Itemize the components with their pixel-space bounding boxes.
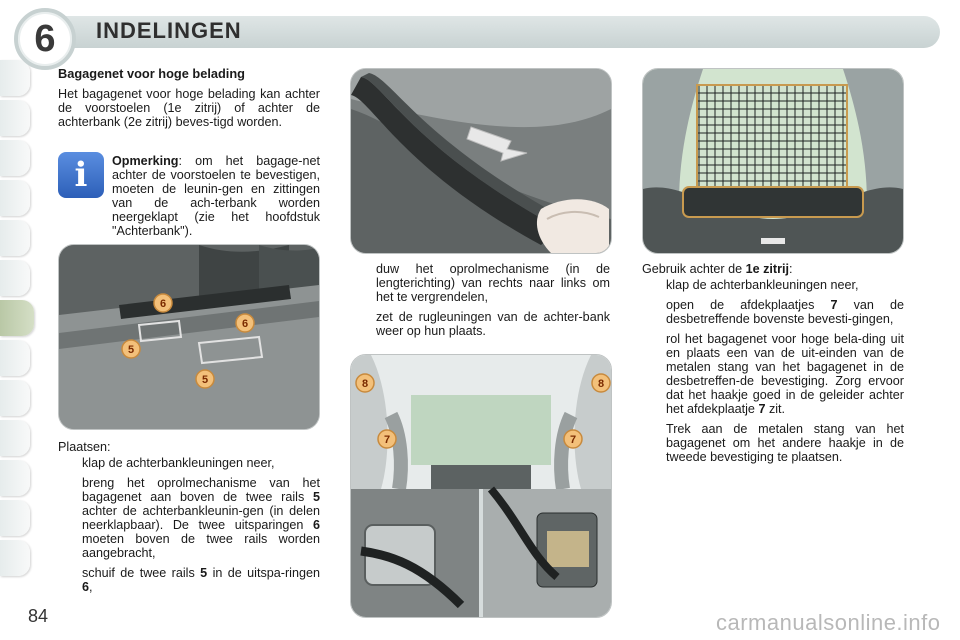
rails-photo: [58, 244, 320, 430]
chapter-tab[interactable]: [0, 260, 30, 296]
attachment-illustration: [351, 355, 611, 617]
callout-7a: 7: [383, 434, 391, 446]
list-item: rol het bagagenet voor hoge bela-ding uit en plaats een van de uit-einden van de metalen stang van het bagagenet in de desbetreffen-de bevestiging. Zorg ervoor dat het haakje goed in de geleider achter het afdekplaatje 7 zit.: [666, 332, 904, 416]
rear-instructions: [642, 262, 904, 470]
chapter-tab-active[interactable]: [0, 300, 34, 336]
callout-8b: 8: [597, 378, 605, 390]
chapter-tab[interactable]: [0, 340, 30, 376]
list-item: duw het oprolmechanisme (in de lengterichting) van rechts naar links om het te vergrendelen,: [376, 262, 610, 304]
chapter-tab[interactable]: [0, 140, 30, 176]
lock-list: [352, 262, 610, 344]
rear-lead: Gebruik achter de 1e zitrij:: [642, 262, 793, 276]
callout-5b: 5: [201, 374, 209, 386]
chapter-tab[interactable]: [0, 460, 30, 496]
rails-illustration: [59, 245, 319, 429]
chapter-tabs: [0, 60, 32, 580]
section-heading: Bagagenet voor hoge belading: [58, 66, 245, 81]
note-label: Opmerking: [112, 154, 179, 168]
chapter-tab[interactable]: [0, 100, 30, 136]
intro-paragraph: Het bagagenet voor hoge belading kan achter de voorstoelen (1e zitrij) of achter de achterbank (2e zitrij) beves-tigd worden.: [58, 87, 320, 129]
roller-illustration: [351, 69, 611, 253]
list-item: klap de achterbankleuningen neer,: [666, 278, 859, 292]
info-icon: i: [58, 152, 104, 198]
note-text: : om het bagage-net achter de voorstoelen te bevestigen, moeten de leunin-gen en zittingen van de ach-terbank worden neergeklapt (zie het hoofdstuk "Achterbank").: [112, 154, 320, 238]
chapter-tab[interactable]: [0, 420, 30, 456]
list-item: zet de rugleuningen van de achter-bank weer op hun plaats.: [376, 310, 610, 338]
note-paragraph: [112, 154, 320, 238]
chapter-tab[interactable]: [0, 220, 30, 256]
net-photo: [642, 68, 904, 254]
list-item: klap de achterbankleuningen neer,: [82, 456, 275, 470]
chapter-tab[interactable]: [0, 60, 30, 96]
list-item: open de afdekplaatjes 7 van de desbetreffende bovenste bevesti-gingen,: [666, 298, 904, 326]
net-illustration: [643, 69, 903, 253]
attachment-photo: [350, 354, 612, 618]
watermark: carmanualsonline.info: [716, 610, 941, 635]
list-item: Trek aan de metalen stang van het bagagenet om het andere haakje in de tweede bevestiging te plaatsen.: [666, 422, 904, 464]
chapter-tab[interactable]: [0, 380, 30, 416]
callout-7b: 7: [569, 434, 577, 446]
callout-6b: 6: [241, 318, 249, 330]
chapter-tab[interactable]: [0, 500, 30, 536]
placing-list: [58, 456, 320, 600]
callout-6a: 6: [159, 298, 167, 310]
chapter-tab[interactable]: [0, 180, 30, 216]
placing-title: Plaatsen:: [58, 440, 111, 454]
roller-photo: [350, 68, 612, 254]
list-item: breng het oprolmechanisme van het bagagenet aan boven de twee rails 5 achter de achterbankleunin-gen (in delen neerklapbaar). De twee uitsparingen 6 moeten boven de twee rails worden aangebracht,: [82, 476, 320, 560]
chapter-tab[interactable]: [0, 540, 30, 576]
page-number: 84: [28, 606, 49, 626]
chapter-number-badge: 6: [14, 8, 76, 70]
callout-8a: 8: [361, 378, 369, 390]
callout-5a: 5: [127, 344, 135, 356]
page-title: INDELINGEN: [96, 18, 242, 43]
list-item: schuif de twee rails 5 in de uitspa-ringen 6,: [82, 566, 320, 594]
